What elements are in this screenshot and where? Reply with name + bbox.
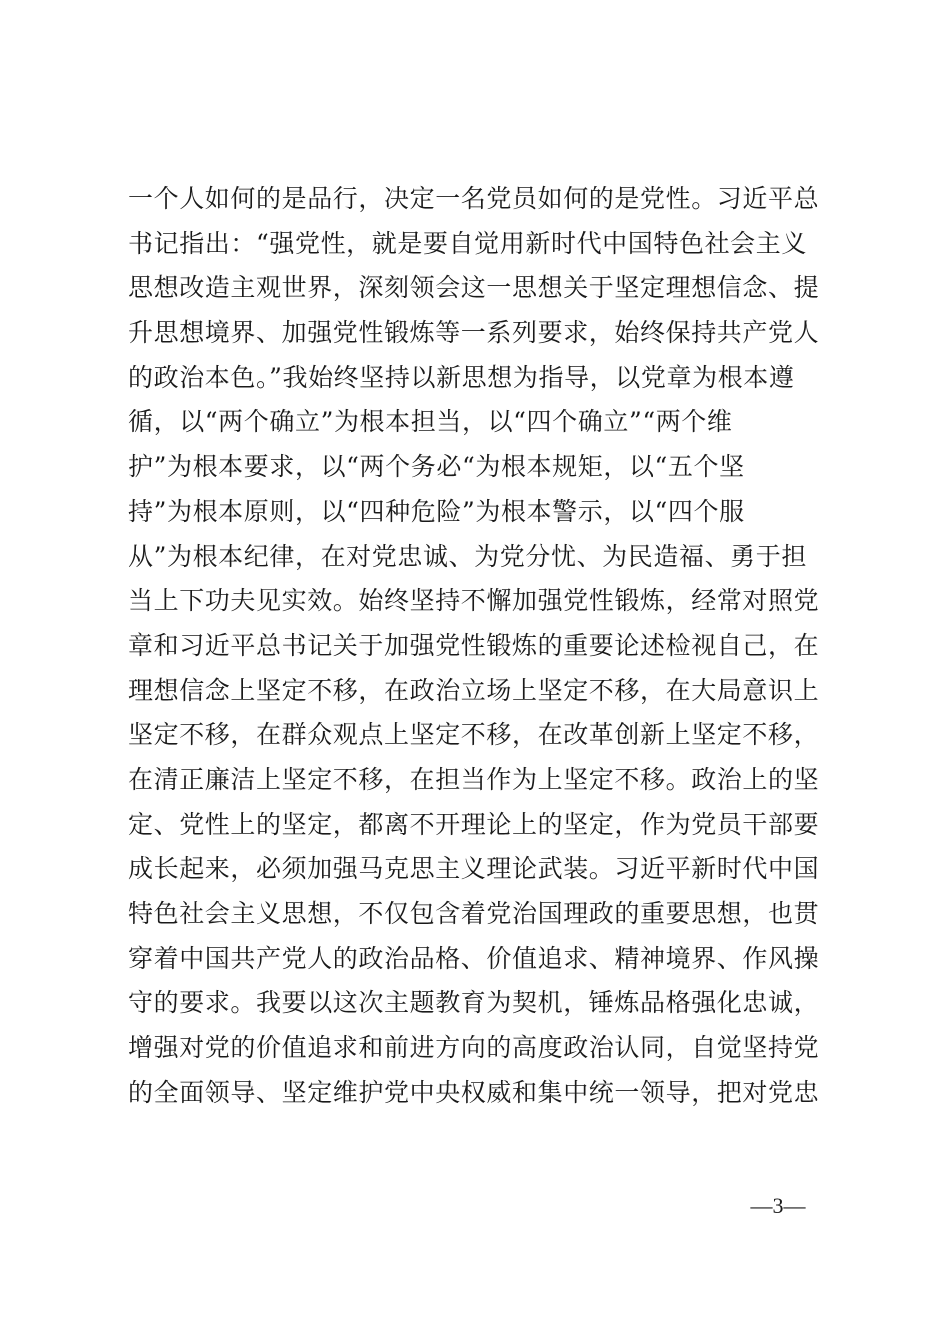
text-line: 当上下功夫见实效。始终坚持不懈加强党性锻炼，经常对照党 <box>128 586 820 616</box>
text-line: 成长起来，必须加强马克思主义理论武装。习近平新时代中国 <box>128 854 820 884</box>
text-line: 守的要求。我要以这次主题教育为契机，锤炼品格强化忠诚， <box>128 988 820 1018</box>
text-line: 的全面领导、坚定维护党中央权威和集中统一领导，把对党忠 <box>128 1077 820 1107</box>
text-line: 理想信念上坚定不移，在政治立场上坚定不移，在大局意识上 <box>128 675 820 705</box>
body-paragraph <box>128 177 828 1115</box>
text-line: 一个人如何的是品行，决定一名党员如何的是党性。习近平总 <box>128 184 820 213</box>
page-number: —3— <box>750 1193 806 1218</box>
text-line: 章和习近平总书记关于加强党性锻炼的重要论述检视自己，在 <box>128 630 820 660</box>
text-line: 增强对党的价值追求和前进方向的高度政治认同，自觉坚持党 <box>128 1033 820 1063</box>
text-line: 升思想境界、加强党性锻炼等一系列要求，始终保持共产党人 <box>128 318 820 348</box>
text-line: 在清正廉洁上坚定不移，在担当作为上坚定不移。政治上的坚 <box>128 764 820 794</box>
text-line: 的政治本色。”我始终坚持以新思想为指导，以党章为根本遵 <box>128 362 795 392</box>
text-line: 思想改造主观世界，深刻领会这一思想关于坚定理想信念、提 <box>128 273 820 303</box>
text-line: 定、党性上的坚定，都离不开理论上的坚定，作为党员干部要 <box>128 809 820 839</box>
text-line: 特色社会主义思想，不仅包含着党治国理政的重要思想，也贯 <box>128 899 820 928</box>
text-line: 书记指出：“强党性，就是要自觉用新时代中国特色社会主义 <box>128 228 807 258</box>
text-line: 持”为根本原则，以“四种危险”为根本警示，以“四个服 <box>128 496 745 526</box>
text-line: 从”为根本纪律，在对党忠诚、为党分忧、为民造福、勇于担 <box>128 541 807 571</box>
text-line: 护”为根本要求，以“两个务必“为根本规矩，以“五个坚 <box>128 452 745 482</box>
text-line: 穿着中国共产党人的政治品格、价值追求、精神境界、作风操 <box>128 943 820 973</box>
text-line: 循，以“两个确立”为根本担当，以“四个确立”“两个维 <box>128 407 733 437</box>
text-line: 坚定不移，在群众观点上坚定不移，在改革创新上坚定不移， <box>128 720 820 750</box>
